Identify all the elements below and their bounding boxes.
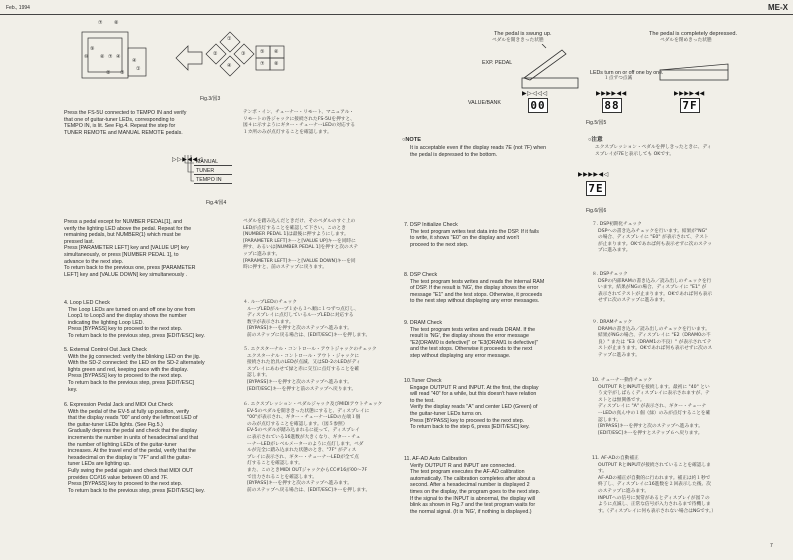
step4-en-line: The Loop LEDs are turned on and off one by one from bbox=[68, 306, 196, 313]
step11-en-line: The test program executes the AF-AD calibration bbox=[410, 469, 525, 476]
step5-jp-line: 認します。 bbox=[247, 373, 271, 379]
fig3-en-line: that one of guitar-tuner LEDs, corresponding to bbox=[64, 116, 175, 123]
step7-en-line: proceed to the next step. bbox=[410, 241, 469, 248]
step10-en-line: Press [BYPASS] key to proceed to the next step. bbox=[410, 417, 525, 424]
step5-en-line: With the jig connected: verify the blinking LED on the jig. bbox=[68, 353, 201, 360]
step6-jp-line: ーナーLEDがレベルメーターのように点灯します。ペダ bbox=[247, 441, 364, 447]
step7-en-line: to write, it shows "E0" on the display and won't bbox=[410, 235, 520, 242]
fig5-display-00: 00 bbox=[528, 98, 548, 113]
step3-en-line: LEFT] key and [VALUE DOWN] key simultaneously . bbox=[64, 271, 188, 278]
fig5-swung-en: The pedal is swung up. bbox=[494, 31, 552, 37]
step8-en-line: 8. DSP Check bbox=[404, 272, 438, 278]
fig5-leds-note-jp: １点ずつ点滅 bbox=[604, 76, 633, 81]
step9-en-line: and the test stops. Otherwise it proceeds to the next bbox=[410, 346, 533, 353]
step7-jp-line: プに進みます。 bbox=[598, 248, 631, 254]
step7-jp-line: ７. DSP初期化チェック bbox=[592, 222, 642, 227]
step6-en-line: 6. Expression Pedal Jack and MIDI Out Check bbox=[64, 402, 173, 408]
step10-jp-line: ーLEDの真ん中の１個（緑）のみが点灯することを確 bbox=[598, 410, 711, 416]
step4-en-line: indicating the lighting Loop LED. bbox=[68, 319, 144, 326]
step9-jp-line: 結果がNGの場合、ディスプレイに "E2（DRAM0の不 bbox=[598, 333, 711, 339]
fig6-display: 7E bbox=[586, 181, 606, 196]
fig3-box-4: ④ bbox=[227, 63, 232, 69]
step9-text-jp bbox=[592, 320, 712, 360]
step10-jp-line: 認します。 bbox=[598, 417, 622, 423]
step8-jp-line: 表示されてテストが止まります。OKであれば何も表示 bbox=[598, 291, 713, 297]
step9-en-line: 9. DRAM Check bbox=[404, 320, 442, 326]
fig3-jp-line: 図４に示すようにギター・チューナーLEDの対応する bbox=[243, 123, 356, 129]
step8-en-line: message "E1" and the test stops. Otherwise, it proceeds bbox=[410, 291, 543, 298]
step11-en-line: second. After a hexadecimal number is displayed 2 bbox=[410, 482, 530, 489]
step9-en-line: step without displaying any error message. bbox=[410, 352, 511, 359]
step5-jp-line: [EDIT/ESC]キーを押すと前のステップへ戻ります。 bbox=[247, 386, 357, 392]
step11-en-line: Verify OUTPUT R and INPUT are connected. bbox=[410, 462, 516, 469]
step8-en-line: to the next step without displaying any error messages. bbox=[410, 298, 540, 305]
step6-jp-line: EV-5のペダルを開ききった状態にすると、ディスプレイに bbox=[247, 408, 370, 414]
header-model: ME-X bbox=[768, 3, 788, 12]
fig3-num-9: ⑨ bbox=[90, 46, 95, 52]
step3-en-line: remaining pedals, but NUMBER(1) which must be bbox=[64, 232, 181, 239]
step3-text-jp bbox=[243, 219, 358, 272]
note-jp-title-text: 注意 bbox=[591, 137, 603, 143]
step11-en-line: times on the display, the program goes to the next step. bbox=[410, 488, 541, 495]
note-title: ○NOTE bbox=[402, 137, 421, 143]
step5-jp-line: スプレイにあわせて緑と赤に交互に点灯することを確 bbox=[247, 366, 360, 372]
fig3-box-5: ⑤ bbox=[260, 49, 265, 55]
fig4-led-row: ▷▷▶◀◀◁ bbox=[172, 157, 203, 163]
step7-jp-line: DSPへの書き込みチェックを行います。結果が"NG" bbox=[598, 228, 708, 234]
step3-jp-line: ペダルを踏み込んだときだけ、そのペダルのすぐ上の bbox=[243, 219, 356, 224]
note-jp-title: ○注意 bbox=[588, 137, 603, 143]
fig5-value-bank-label: VALUE/BANK bbox=[468, 100, 501, 106]
step10-en-line: will read "40" for a while, but this doesn't have relation bbox=[410, 391, 537, 398]
fig3-num-1: ① bbox=[136, 66, 141, 72]
step8-jp-line: せずに次のステップに進みます。 bbox=[598, 298, 668, 304]
step4-jp-line: ディスプレイに点灯しているループLEDに対応する bbox=[247, 313, 354, 319]
step6-en-line: provides CC#16 value between 00 and 7F. bbox=[68, 474, 168, 481]
step5-text-jp bbox=[243, 347, 377, 393]
fig6-caption: Fig.6/図6 bbox=[586, 208, 607, 214]
step8-jp-line: DSPの内部RAMの書き込み／読み出しのチェックを行 bbox=[598, 278, 712, 284]
header-date: Feb., 1994 bbox=[6, 5, 30, 11]
note-jp-body bbox=[595, 145, 711, 158]
step6-en-line: hexadecimal on the display is "7F" and all the guitar- bbox=[68, 454, 192, 461]
step11-en-line: automatically. The calibration completes after about a bbox=[410, 475, 535, 482]
step5-jp-line: [BYPASS]キーを押すと次のステップへ進みます。 bbox=[247, 379, 352, 385]
step3-en-line: advance to the next step. bbox=[64, 258, 124, 265]
step10-jp-line: う文字がしばらくディスプレイに表示されますが、テ bbox=[598, 391, 710, 397]
step3-en-line: To return back to the previous one, press [PARAMETER bbox=[64, 265, 196, 272]
step3-jp-line: 時に押すと、前のステップに戻ります。 bbox=[243, 265, 327, 271]
fig3-num-6: ⑥ bbox=[100, 54, 105, 60]
fig4-label-tempo: TEMPO IN bbox=[196, 177, 222, 183]
note-jp-line: スプレイが7Eと表示しても OKです。 bbox=[595, 151, 675, 157]
step9-en-line: The test program tests writes and reads DRAM. If the bbox=[410, 326, 536, 333]
fig3-box-1: ① bbox=[227, 36, 232, 42]
fig3-num-3: ③ bbox=[120, 70, 125, 76]
step6-jp-line: また、このときMIDI OUTジャックからCC#16が00〜7F bbox=[247, 467, 368, 473]
note-title-text: NOTE bbox=[405, 137, 421, 143]
fig4-caption: Fig.4/図4 bbox=[206, 200, 227, 206]
step4-jp-line: 前のステップに戻る場合は、[EDIT/ESC]キーを押します。 bbox=[247, 332, 371, 338]
step10-en-line: To return back to the step 6, press [EDIT/ESC] key. bbox=[410, 424, 530, 431]
step11-jp-line: OUTPUT RとINPUTが接続されていることを確認しま bbox=[598, 462, 711, 468]
step4-en-line: 4. Loop LED Check bbox=[64, 300, 110, 306]
fig5-leds-mid: ▶▶▶▶◀◀ bbox=[596, 91, 627, 97]
step7-en-line: The test program writes test data into the DSP. If it fails bbox=[410, 228, 539, 235]
fig3-caption: Fig.3/図3 bbox=[200, 96, 221, 102]
step7-text-jp bbox=[592, 222, 712, 255]
step10-jp-line: OUTPUT RとINPUTを接続します。最初に "40" とい bbox=[598, 384, 710, 390]
step5-en-line: Press [BYPASS] key to proceed to the next step. bbox=[68, 373, 183, 380]
step7-jp-line: の場合、ディスプレイに "E0" が表示されて、テスト bbox=[598, 235, 709, 241]
step6-en-line: To return back to the previous step, press [EDIT/ESC] key. bbox=[68, 487, 205, 494]
step6-text-jp bbox=[243, 402, 382, 494]
fig5-display-7f: 7F bbox=[680, 98, 700, 113]
step3-text-en bbox=[64, 219, 196, 278]
fig3-num-7: ⑦ bbox=[98, 20, 103, 26]
step6-jp-line: ルが完全に踏み込まれた状態のとき、"7F" がディス bbox=[247, 448, 357, 454]
step4-jp-line: ループLEDがループ１から３へ順に１つずつ点灯し、 bbox=[247, 306, 359, 312]
step5-en-line: With the SD-2 connected: the LED on the SD-2 alternately bbox=[68, 360, 205, 367]
step10-en-line: Engage OUTPUT R and INPUT. At the first, the display bbox=[410, 384, 539, 391]
step6-en-line: increases. At the travel end of the pedal, verify that the bbox=[68, 448, 196, 455]
step8-en-line: The test program tests writes and reads the internal RAM bbox=[410, 278, 545, 285]
step6-en-line: increments the number in units of hexadecimal and that bbox=[68, 434, 199, 441]
step7-text-en bbox=[404, 222, 539, 248]
fig5-leds-note-en: LEDs turn on or off one by one. bbox=[590, 70, 664, 76]
step6-jp-line: "00"が表示され、ギター・チューナーLEDの左端１個 bbox=[247, 415, 361, 421]
step5-en-line: key. bbox=[68, 386, 78, 393]
step4-text-jp bbox=[243, 300, 370, 340]
note-line: It is acceptable even if the display reads 7E (not 7F) when bbox=[410, 145, 547, 151]
step11-en-line: 11. AF-AD Auto Calibration bbox=[404, 456, 467, 462]
step3-en-line: Press [PARAMETER LEFT] key and [VALUE UP] key bbox=[64, 245, 189, 252]
step11-text-en bbox=[404, 456, 540, 515]
step6-en-line: that the display reads "00" and only the leftmost LED of bbox=[68, 415, 198, 422]
fig4-label-tuner: TUNER bbox=[196, 168, 215, 174]
step3-en-line: verify the lighting LED above the pedal. Repeat for the bbox=[64, 225, 192, 232]
step6-text-en bbox=[64, 402, 205, 494]
step11-jp-line: AF-ADの補正が自動的に行われます。補正は約１秒で bbox=[598, 475, 711, 481]
step10-jp-line: [EDIT/ESC]キーを押すとステップ６へ戻ります。 bbox=[598, 430, 703, 436]
step6-en-line: Gradually depress the pedal and check that the display bbox=[68, 428, 197, 435]
step11-en-line: the normal signal. (It is 'NG', if nothing is displayed.) bbox=[410, 508, 532, 515]
step9-en-line: result is 'NG', the display shows the error message bbox=[410, 333, 529, 340]
fig5-caption: Fig.5/図5 bbox=[586, 120, 607, 126]
step10-en-line: Verify the display reads "A" and center LED (Green) of bbox=[410, 404, 538, 411]
fig6-leds: ▶▶▶▶◀◁ bbox=[578, 172, 609, 178]
step11-jp-line: 11. AF-ADの自動補正 bbox=[592, 456, 639, 461]
fig3-jp-line: １カ所のみが点灯することを確認します。 bbox=[243, 129, 332, 135]
step4-en-line: Loop1 to Loop3 and the display shows the number bbox=[68, 313, 187, 320]
step10-jp-line: 10. チューナー動作チェック bbox=[592, 378, 653, 383]
fig5-display-88: 88 bbox=[602, 98, 622, 113]
step11-jp-line: ように点滅し、正常な信号が入力されるまで待機しま bbox=[598, 502, 711, 508]
step6-jp-line: で出力されることを確認します。 bbox=[247, 474, 317, 480]
step4-en-line: Press [BYPASS] key to proceed to the next step. bbox=[68, 326, 183, 333]
step3-jp-line: ップに進みます。 bbox=[243, 251, 281, 257]
step8-text-en bbox=[404, 272, 544, 305]
step10-en-line: to the test. bbox=[410, 397, 435, 404]
step11-en-line: blink as shown in Fig.7 and the test program waits for bbox=[410, 502, 536, 509]
fig3-box-6: ⑥ bbox=[274, 49, 279, 55]
step5-jp-line: ５. エクスターナル・コントロール・アウトジャックのチェック bbox=[243, 347, 377, 352]
step6-jp-line: EV-5のペダルが踏み込まれるに従って、ディスプレイ bbox=[247, 428, 360, 434]
step9-jp-line: テップに進みます。 bbox=[598, 352, 640, 358]
step6-en-line: Press [BYPASS] key to proceed to the next step. bbox=[68, 481, 183, 488]
step6-en-line: With the pedal of the EV-5 at fully up position, verify bbox=[68, 408, 190, 415]
step10-text-jp bbox=[592, 378, 710, 437]
step5-en-line: lights green and red, keeping pace with the display. bbox=[68, 366, 189, 373]
step5-jp-line: エクスターナル・コントロール・アウト・ジャックに bbox=[247, 353, 360, 359]
step11-en-line: If the signal to the INPUT is abnormal, the display will bbox=[410, 495, 536, 502]
fig3-num-2: ② bbox=[106, 70, 111, 76]
note-jp-line: エクスプレッション・ペダルを押しきったときに、ディ bbox=[595, 145, 712, 150]
step11-jp-line: す。（ディスプレイに何も表示されない場合はNGです。） bbox=[598, 508, 717, 514]
fig5-depressed-jp: ペダルを閉めきった状態 bbox=[660, 38, 712, 43]
step3-jp-line: 押す、あるいは[NUMBER PEDAL 1]を押すと次のステ bbox=[243, 245, 359, 251]
step5-en-line: To return back to the previous step, press [EDIT/ESC] bbox=[68, 379, 195, 386]
step3-en-line: Press a pedal except for NUMBER PEDAL[1], and bbox=[64, 219, 183, 225]
step3-jp-line: LEDが点灯することを確認して下さい。このとき bbox=[243, 225, 346, 231]
step3-jp-line: [NUMBER PEDAL 1]は最後に押すようにします。 bbox=[243, 232, 349, 238]
header-rule bbox=[0, 14, 793, 15]
step11-jp-line: INPUTへの信号に異常があるとディスプレイが図７の bbox=[598, 495, 710, 501]
step3-en-line: simultaneously, or press [NUMBER PEDAL 1], to bbox=[64, 251, 179, 258]
fig3-jp-line: テンポ・イン、チューナー・リモート、マニュアル・ bbox=[243, 110, 354, 115]
step6-en-line: tuner LEDs are lighting up. bbox=[68, 461, 131, 468]
step9-en-line: "E2(DRAM0 is defective)" or "E3(DRAM1 is defective)" bbox=[410, 339, 539, 346]
fig5-leds-right: ▶▶▶▶◀◀ bbox=[674, 91, 705, 97]
fig3-num-8: ⑧ bbox=[114, 20, 119, 26]
step9-jp-line: DRAMの書き込み／読み出しのチェックを行います。 bbox=[598, 326, 710, 332]
step5-jp-line: 接続された治具のLEDが点滅、又はSD-2のLEDがディ bbox=[247, 360, 361, 366]
step11-jp-line: のステップに進みます。 bbox=[598, 488, 650, 494]
step6-en-line: the guitar-tuner LEDs lights. (See Fig.5.) bbox=[68, 421, 163, 428]
step9-text-en bbox=[404, 320, 538, 360]
step5-en-line: 5. External Control Out Jack Check bbox=[64, 347, 147, 353]
step6-jp-line: 灯することを確認します。 bbox=[247, 461, 303, 467]
fig3-box-2: ② bbox=[213, 51, 218, 57]
step9-jp-line: ９. DRAMチェック bbox=[592, 320, 633, 325]
fig3-illustration bbox=[80, 18, 310, 90]
step6-jp-line: 前のステップへ戻る場合は、[EDIT/ESC]キーを押します。 bbox=[247, 487, 371, 493]
step8-en-line: of DSP. If the result is 'NG', the display shows the error bbox=[410, 285, 539, 292]
step5-text-en bbox=[64, 347, 205, 393]
fig3-box-3: ③ bbox=[241, 51, 246, 57]
step6-jp-line: プレイに表示され、ギター・チューナーLEDが全て点 bbox=[247, 454, 359, 460]
step10-en-line: the guitar-tuner LEDs turns on. bbox=[410, 410, 483, 417]
step8-jp-line: います。結果がNGの場合、ディスプレイに "E1" が bbox=[598, 285, 707, 291]
step11-text-jp bbox=[592, 456, 716, 515]
step10-text-en bbox=[404, 378, 539, 431]
fig5-exp-pedal-label: EXP. PEDAL bbox=[482, 60, 513, 66]
fig3-en-line: TEMPO IN, is lit. See Fig.4. Repeat the step for bbox=[64, 123, 176, 130]
step7-jp-line: が止まります。OKであれば何も表示せずに次のステッ bbox=[598, 241, 713, 247]
step6-jp-line: に表示されている16進数が大きくなり、ギター・チュ bbox=[247, 434, 361, 440]
fig5-swung-jp: ペダルを開ききった状態 bbox=[492, 38, 544, 43]
fig3-num-7b: ⑦ bbox=[108, 54, 113, 60]
step10-jp-line: ディスプレイに "A" が表示され、ギター・チューナ bbox=[598, 404, 707, 410]
fig3-num-4: ④ bbox=[116, 54, 121, 60]
step9-jp-line: ストが止まります。OKであれば何も表示せずに次のス bbox=[598, 346, 713, 352]
fig4-connector-lines bbox=[184, 155, 194, 185]
step4-jp-line: [BYPASS]キーを押すと次のステップへ進みます。 bbox=[247, 326, 352, 332]
step6-jp-line: [BYPASS]キーを押すと次のステップへ進みます。 bbox=[247, 481, 352, 487]
step3-en-line: pressed last. bbox=[64, 238, 95, 245]
step10-jp-line: [BYPASS]キーを押すと次のステップへ進みます。 bbox=[598, 424, 703, 430]
step11-jp-line: す。 bbox=[598, 469, 607, 475]
step8-text-jp bbox=[592, 272, 712, 305]
fig3-en-line: Press the FS-5U connected to TEMPO IN and verify bbox=[64, 110, 187, 116]
fig3-text-en bbox=[64, 110, 186, 136]
step3-jp-line: [PARAMETER LEFT]キーと[VALUE UP]キーを同時に bbox=[243, 238, 356, 244]
step6-jp-line: ６. エクスプレッション・ペダルジャック及びMIDIアウトチェック bbox=[243, 402, 383, 407]
note-line: the pedal is depressed to the bottom. bbox=[410, 151, 498, 158]
fig4-label-manual: MANUAL bbox=[196, 159, 219, 165]
fig3-en-line: TUNER REMOTE and MANUAL REMOTE pedals. bbox=[64, 129, 183, 136]
fig3-box-7: ⑦ bbox=[260, 61, 265, 67]
fig4-diagram bbox=[172, 148, 222, 183]
step3-jp-line: [PARAMETER LEFT]キーと[VALUE DOWN]キーを同 bbox=[243, 258, 356, 264]
step9-jp-line: 良）" または "E3（DRAM1の不良）" が表示されてテ bbox=[598, 339, 712, 345]
fig5-depressed-en: The pedal is completely depressed. bbox=[649, 31, 737, 37]
fig3-num-10: ⑩ bbox=[84, 54, 89, 60]
fig3-num-4b: ④ bbox=[132, 58, 137, 64]
step10-en-line: 10.Tuner Check bbox=[404, 378, 442, 384]
fig5-leds-left: ▶▷◁◁◁ bbox=[522, 91, 548, 97]
step4-jp-line: ４. ループLEDのチェック bbox=[243, 300, 297, 305]
step10-jp-line: ストとは無関係です。 bbox=[598, 397, 645, 403]
fig3-box-8: ⑧ bbox=[274, 61, 279, 67]
step4-en-line: To return back to the previous step, press [EDIT/ESC] key. bbox=[68, 332, 205, 339]
fig3-text-jp bbox=[243, 110, 355, 136]
step4-jp-line: 数字が表示されます。 bbox=[247, 319, 294, 325]
note-body bbox=[410, 145, 546, 158]
step6-en-line: the number of lighting LEDs of the guitar-tuner bbox=[68, 441, 177, 448]
step6-en-line: Fully swing the pedal again and check that MIDI OUT bbox=[68, 467, 194, 474]
step6-jp-line: のみが点灯することを確認します。（図５参照） bbox=[247, 421, 348, 427]
step4-text-en bbox=[64, 300, 205, 340]
page-number: 7 bbox=[770, 543, 773, 549]
step7-en-line: 7. DSP Initialize Check bbox=[404, 222, 458, 228]
step8-jp-line: ８. DSPチェック bbox=[592, 272, 628, 277]
fig5-pedal-illustration bbox=[470, 44, 750, 94]
fig3-jp-line: リモートの各ジャックに接続されたFS-5Uを押すと、 bbox=[243, 116, 355, 122]
step11-jp-line: 終了し、ディスプレイに16進数を２回表示した後、次 bbox=[598, 482, 711, 488]
